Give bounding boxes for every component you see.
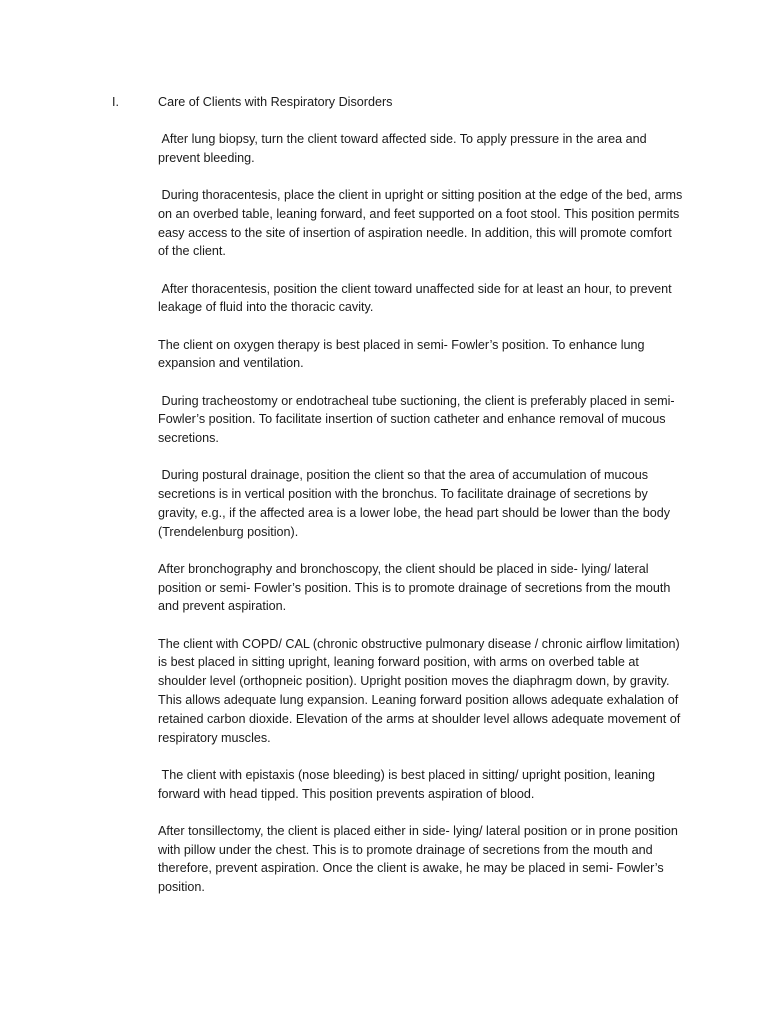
paragraph-epistaxis: The client with epistaxis (nose bleeding) is best placed in sitting/ upright position, leaning forward with head tipped. This position prevents aspiration of blood.	[158, 767, 659, 801]
paragraph-copd: The client with COPD/ CAL (chronic obstructive pulmonary disease / chronic airflow limitation) is best placed in sitting upright, leaning forward position, with arms on overbed table at shoulder level (orthopneic position). Upright position moves the diaphragm down, by gravity. This allows adequate lung expansion. Leaning forward position allows adequate exhalation of retained carbon dioxide. Elevation of the arms at shoulder level allows adequate movement of respiratory muscles.	[158, 636, 684, 745]
paragraph-oxygen-therapy: The client on oxygen therapy is best placed in semi- Fowler’s position. To enhance lung expansion and ventilation.	[158, 337, 649, 371]
section-heading	[112, 93, 672, 112]
paragraph-bronchoscopy: After bronchography and bronchoscopy, the client should be placed in side- lying/ lateral position or semi- Fowler’s position. This is to promote drainage of secretions from the mouth and prevent aspiration.	[158, 561, 674, 614]
section-number: I.	[112, 95, 119, 109]
section-title: Care of Clients with Respiratory Disorders	[158, 95, 393, 109]
paragraph-suctioning: During tracheostomy or endotracheal tube suctioning, the client is preferably placed in semi- Fowler’s position. To facilitate insertion of suction catheter and enhance removal of mucous secretions.	[158, 393, 679, 446]
paragraph-postural-drainage: During postural drainage, position the client so that the area of accumulation of mucous secretions is in vertical position with the bronchus. To facilitate drainage of secretions by gravity, e.g., if the affected area is a lower lobe, the head part should be lower than the body (Trendelenburg position).	[158, 468, 674, 539]
paragraph-after-thoracentesis: After thoracentesis, position the client toward unaffected side for at least an hour, to prevent leakage of fluid into the thoracic cavity.	[158, 281, 676, 315]
paragraph-tonsillectomy: After tonsillectomy, the client is placed either in side- lying/ lateral position or in prone position with pillow under the chest. This is to promote drainage of secretions from the mouth and therefore, prevent aspiration. Once the client is awake, he may be placed in semi- Fowler’s position.	[158, 823, 682, 895]
paragraph-lung-biopsy: After lung biopsy, turn the client toward affected side. To apply pressure in the area and prevent bleeding.	[158, 132, 651, 165]
document-body	[158, 130, 684, 915]
paragraph-during-thoracentesis: During thoracentesis, place the client in upright or sitting position at the edge of the bed, arms on an overbed table, leaning forward, and feet supported on a foot stool. This position permits easy access to the site of insertion of aspiration needle. In addition, this will promote comfort of the client.	[158, 187, 686, 259]
